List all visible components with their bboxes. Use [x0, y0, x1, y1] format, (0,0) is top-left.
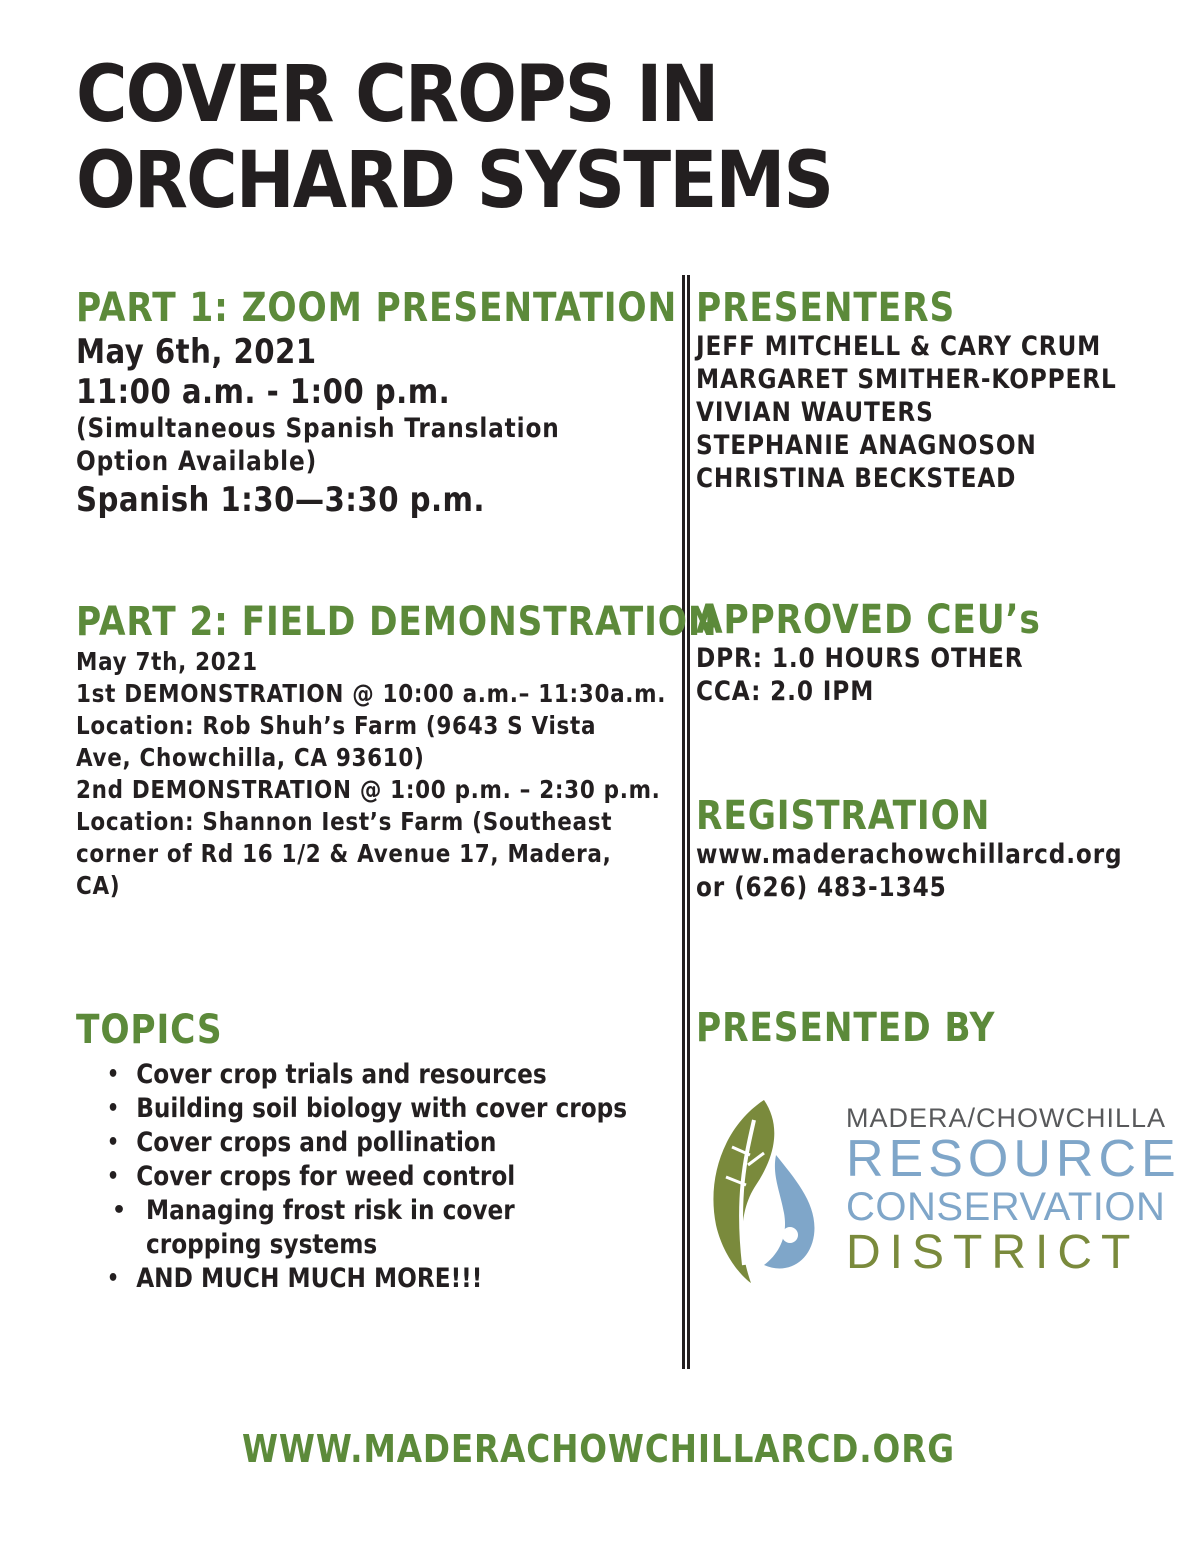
list-item — [76, 1092, 628, 1126]
presented-by-heading: PRESENTED BY — [696, 1005, 996, 1051]
part2-line: Ave, Chowchilla, CA 93610) — [76, 743, 425, 772]
bullet: • — [106, 1164, 120, 1189]
leaf-water-icon — [706, 1095, 841, 1285]
bullet: • — [112, 1198, 127, 1223]
ceu-line: DPR: 1.0 HOURS OTHER — [696, 643, 1024, 674]
ceu-line: CCA: 2.0 IPM — [696, 676, 875, 707]
part2-line: CA) — [76, 871, 121, 900]
logo-line-3: CONSERVATION — [846, 1185, 1166, 1229]
logo-line-2: RESOURCE — [846, 1130, 1181, 1188]
part1-date: May 6th, 2021 — [76, 332, 317, 372]
part1-spanish: Spanish 1:30—3:30 p.m. — [76, 480, 485, 520]
registration-phone: or (626) 483-1345 — [696, 872, 947, 903]
bullet: • — [106, 1266, 120, 1291]
part1-note-line1: (Simultaneous Spanish Translation — [76, 413, 560, 444]
part2-line: 1st DEMONSTRATION @ 10:00 a.m.– 11:30a.m. — [76, 679, 667, 708]
registration-url[interactable]: www.maderachowchillarcd.org — [696, 839, 1123, 870]
part2-line: Location: Shannon Iest’s Farm (Southeast — [76, 807, 613, 836]
presenters-section — [696, 286, 1185, 495]
list-item — [76, 1262, 592, 1296]
presenter-name: JEFF MITCHELL & CARY CRUM — [696, 331, 1102, 362]
presenter-name: VIVIAN WAUTERS — [696, 397, 934, 428]
footer-url-text[interactable]: WWW.MADERACHOWCHILLARCD.ORG — [241, 1427, 955, 1471]
topic-text: Managing frost risk in cover cropping systems — [146, 1195, 515, 1260]
topics-heading: TOPICS — [76, 1007, 223, 1053]
part1-note-line2: Option Available) — [76, 446, 318, 477]
logo-line-1: MADERA/CHOWCHILLA — [846, 1103, 1167, 1133]
part2-line: 2nd DEMONSTRATION @ 1:00 p.m. – 2:30 p.m. — [76, 775, 661, 804]
presenter-name: CHRISTINA BECKSTEAD — [696, 463, 1017, 494]
list-item — [76, 1126, 592, 1160]
part1-section — [76, 286, 775, 520]
presenter-name: STEPHANIE ANAGNOSON — [696, 430, 1037, 461]
topic-text: Cover crop trials and resources — [136, 1059, 547, 1090]
bullet: • — [106, 1062, 120, 1087]
list-item — [76, 1160, 592, 1194]
topics-list — [76, 1058, 676, 1296]
part2-heading: PART 2: FIELD DEMONSTRATION — [76, 599, 718, 645]
list-item — [76, 1058, 592, 1092]
part1-time: 11:00 a.m. - 1:00 p.m. — [76, 372, 451, 412]
title-line-2: ORCHARD SYSTEMS — [76, 136, 833, 226]
title-line-1: COVER CROPS IN — [76, 50, 718, 140]
topic-text: Building soil biology with cover crops — [136, 1093, 628, 1124]
topics-section — [76, 1008, 676, 1296]
registration-heading: REGISTRATION — [696, 793, 991, 839]
presented-by-section — [696, 1006, 1044, 1050]
part2-line: Location: Rob Shuh’s Farm (9643 S Vista — [76, 711, 597, 740]
page-title — [76, 52, 832, 224]
topic-text: Cover crops for weed control — [136, 1161, 516, 1192]
rcd-logo — [706, 1095, 1181, 1285]
part2-line: May 7th, 2021 — [76, 647, 258, 676]
topic-text: Cover crops and pollination — [136, 1127, 497, 1158]
presenter-name: MARGARET SMITHER-KOPPERL — [696, 364, 1117, 395]
presenters-heading: PRESENTERS — [696, 285, 956, 331]
footer-url[interactable] — [0, 1427, 1196, 1471]
part1-heading: PART 1: ZOOM PRESENTATION — [76, 285, 678, 331]
ceu-heading: APPROVED CEU’s — [696, 597, 1041, 643]
logo-line-4: DISTRICT — [846, 1226, 1140, 1279]
registration-section — [696, 794, 1192, 904]
topic-text: AND MUCH MUCH MORE!!! — [136, 1263, 483, 1294]
bullet: • — [106, 1130, 120, 1155]
list-item — [76, 1194, 636, 1262]
bullet: • — [106, 1096, 120, 1121]
ceu-section — [696, 598, 1097, 708]
part2-line: corner of Rd 16 1/2 & Avenue 17, Madera, — [76, 839, 612, 868]
